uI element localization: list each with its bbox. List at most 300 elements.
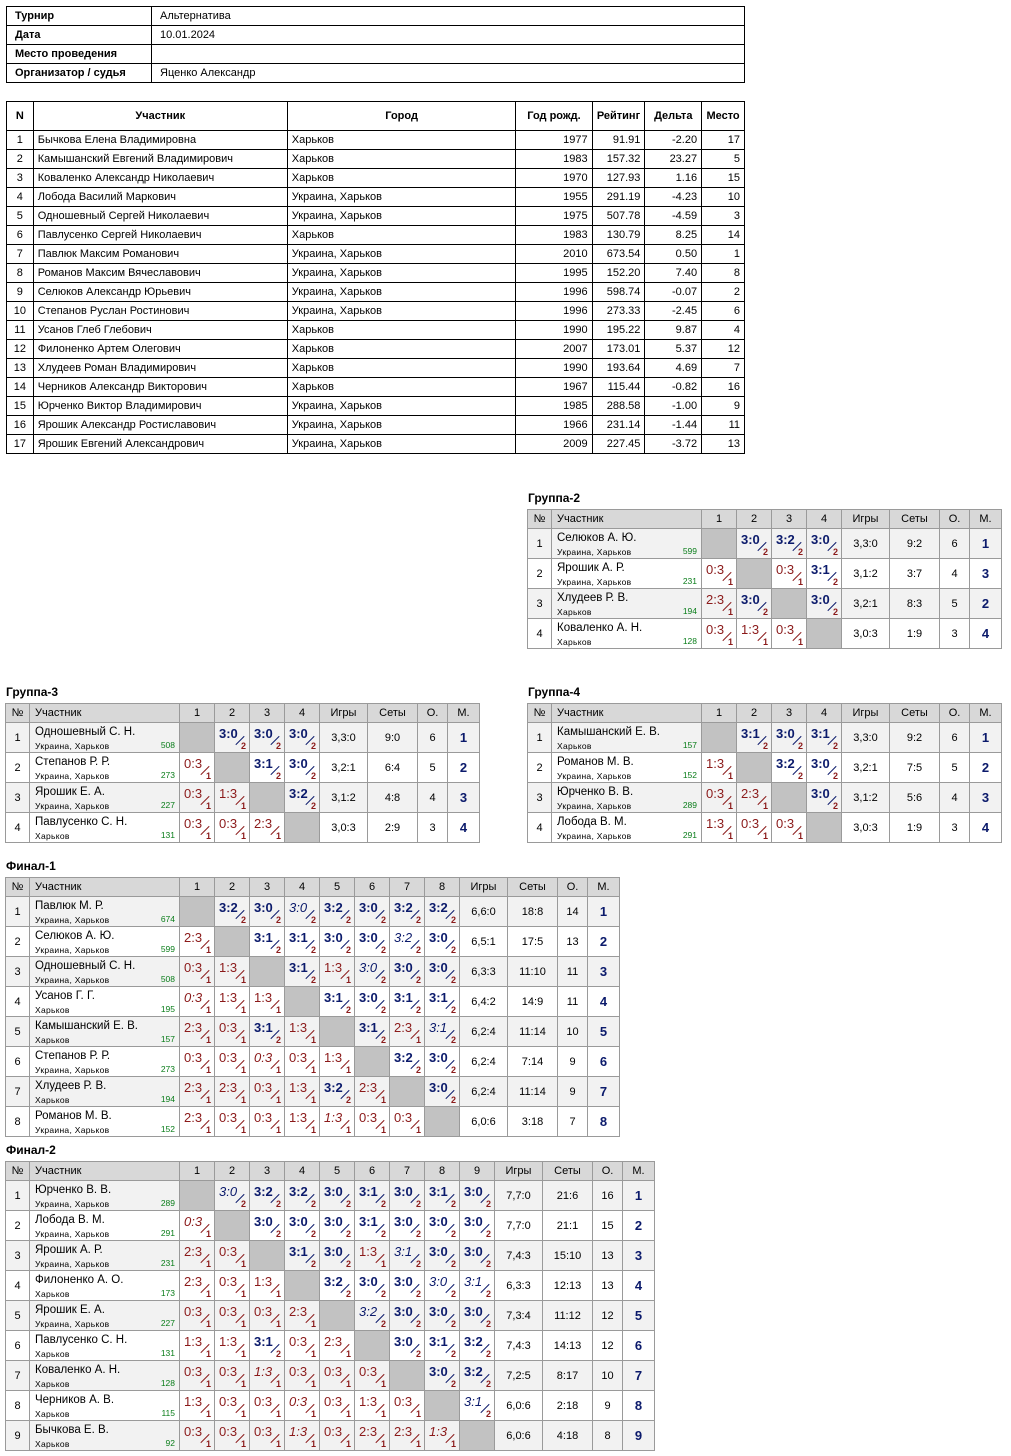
table-row xyxy=(6,1181,655,1211)
match-score-cell xyxy=(250,1017,285,1047)
row-number: 1 xyxy=(528,723,552,753)
match-score: 1:3 xyxy=(359,1394,378,1409)
match-score: 1:3 xyxy=(324,960,343,975)
table-cell: Хлудеев Роман Владимирович xyxy=(33,359,287,378)
table-cell: Коваленко Александр Николаевич xyxy=(33,169,287,188)
player-name: Камышанский Е. В. xyxy=(35,1020,138,1032)
match-score: 2:3 xyxy=(184,1080,203,1095)
table-row xyxy=(7,321,745,340)
points-total: 12 xyxy=(593,1301,623,1331)
match-score-cell xyxy=(285,1331,320,1361)
match-score: 3:0 xyxy=(429,1244,448,1259)
player-rating: 674 xyxy=(160,914,175,924)
match-score-cell xyxy=(320,1331,355,1361)
table-cell: 5.37 xyxy=(645,340,702,359)
match-score: 3:0 xyxy=(741,592,760,607)
games-total: 6,3:3 xyxy=(460,957,508,987)
games-total: 7,7:0 xyxy=(495,1211,543,1241)
points-total: 11 xyxy=(558,987,588,1017)
match-points: 1 xyxy=(345,1439,351,1449)
sets-total: 18:8 xyxy=(508,897,558,927)
match-score-cell xyxy=(460,1241,495,1271)
games-total: 3,1:2 xyxy=(842,559,890,589)
match-score: 3:2 xyxy=(464,1334,483,1349)
match-score-cell xyxy=(285,927,320,957)
match-points: 1 xyxy=(205,1439,211,1449)
games-total: 3,1:2 xyxy=(320,783,368,813)
match-score-cell xyxy=(355,1107,390,1137)
table-cell: 91.91 xyxy=(592,131,645,150)
sets-total: 9:2 xyxy=(890,529,940,559)
column-header: Город xyxy=(287,102,516,131)
games-total: 6,2:4 xyxy=(460,1017,508,1047)
match-score: 0:3 xyxy=(219,1304,238,1319)
match-score: 3:0 xyxy=(811,532,830,547)
table-cell: 2 xyxy=(702,283,745,302)
table-cell: Украина, Харьков xyxy=(287,283,516,302)
table-row xyxy=(6,927,620,957)
match-score-cell xyxy=(702,589,737,619)
table-cell: 9 xyxy=(702,397,745,416)
match-score: 3:2 xyxy=(324,900,343,915)
match-score: 0:3 xyxy=(324,1364,343,1379)
tournament-info-table xyxy=(6,6,745,83)
match-score: 2:3 xyxy=(184,1020,203,1035)
match-score-cell xyxy=(772,813,807,843)
match-score-cell xyxy=(250,1181,285,1211)
table-cell: 11 xyxy=(7,321,34,340)
group-table-f1 xyxy=(5,877,620,1137)
player-cell xyxy=(30,1211,180,1241)
match-points: 1 xyxy=(205,1005,211,1015)
table-row xyxy=(7,150,745,169)
column-header: 1 xyxy=(702,510,737,529)
points-total: 6 xyxy=(940,723,970,753)
column-header: Сеты xyxy=(368,704,418,723)
match-points: 1 xyxy=(205,975,211,985)
match-score-cell xyxy=(180,957,215,987)
match-score: 3:1 xyxy=(289,1244,308,1259)
player-name: Одношевный С. Н. xyxy=(35,726,136,738)
match-score: 0:3 xyxy=(219,816,238,831)
match-points: 2 xyxy=(485,1379,491,1389)
match-score-cell xyxy=(215,1017,250,1047)
match-score: 0:3 xyxy=(184,786,203,801)
sets-total: 14:9 xyxy=(508,987,558,1017)
group-title: Группа-2 xyxy=(528,491,581,505)
points-total: 4 xyxy=(940,783,970,813)
match-points: 1 xyxy=(205,1319,211,1329)
match-score-cell xyxy=(180,1107,215,1137)
match-score-cell xyxy=(390,1241,425,1271)
match-points: 2 xyxy=(450,1095,456,1105)
sets-total: 8:17 xyxy=(543,1361,593,1391)
match-score-cell xyxy=(320,1077,355,1107)
match-score: 2:3 xyxy=(706,592,725,607)
table-row xyxy=(6,1361,655,1391)
column-header: О. xyxy=(940,510,970,529)
games-total: 6,0:6 xyxy=(495,1391,543,1421)
points-total: 13 xyxy=(593,1241,623,1271)
match-score-cell xyxy=(355,1017,390,1047)
column-header: 6 xyxy=(355,1162,390,1181)
table-cell: Украина, Харьков xyxy=(287,264,516,283)
row-number: 8 xyxy=(6,1107,30,1137)
match-points: 2 xyxy=(275,771,281,781)
table-cell: 273.33 xyxy=(592,302,645,321)
final-place: 2 xyxy=(588,927,620,957)
match-score-cell xyxy=(180,1301,215,1331)
match-score-cell xyxy=(390,1047,425,1077)
table-row xyxy=(7,207,745,226)
match-score: 3:2 xyxy=(776,532,795,547)
match-score: 0:3 xyxy=(184,990,203,1005)
column-header: Сеты xyxy=(543,1162,593,1181)
match-score: 0:3 xyxy=(776,622,795,637)
points-total: 7 xyxy=(558,1107,588,1137)
match-points: 1 xyxy=(380,1125,386,1135)
match-score-cell xyxy=(180,783,215,813)
match-score: 1:3 xyxy=(324,1110,343,1125)
table-cell: 10 xyxy=(702,188,745,207)
match-score: 2:3 xyxy=(184,1274,203,1289)
row-number: 7 xyxy=(6,1077,30,1107)
player-city: Харьков xyxy=(557,637,592,647)
match-score: 3:0 xyxy=(429,960,448,975)
match-score-cell xyxy=(355,1301,390,1331)
player-cell xyxy=(552,529,702,559)
player-cell xyxy=(30,1391,180,1421)
match-points: 2 xyxy=(310,1259,316,1269)
sets-total: 7:5 xyxy=(890,753,940,783)
table-cell: Украина, Харьков xyxy=(287,435,516,454)
match-points: 2 xyxy=(415,1065,421,1075)
match-score: 0:3 xyxy=(219,1274,238,1289)
match-score-cell xyxy=(320,1181,355,1211)
player-city: Украина, Харьков xyxy=(35,945,110,955)
match-points: 1 xyxy=(275,831,281,841)
match-score-cell xyxy=(250,1107,285,1137)
match-points: 1 xyxy=(240,1035,246,1045)
row-number: 2 xyxy=(6,1211,30,1241)
match-points: 1 xyxy=(345,1379,351,1389)
table-cell: -4.23 xyxy=(645,188,702,207)
table-cell: 1996 xyxy=(516,302,592,321)
table-cell: -4.59 xyxy=(645,207,702,226)
match-score-cell xyxy=(215,783,250,813)
match-score-cell xyxy=(772,529,807,559)
table-row xyxy=(7,340,745,359)
match-points: 1 xyxy=(345,1349,351,1359)
match-points: 1 xyxy=(762,831,768,841)
table-cell: 13 xyxy=(702,435,745,454)
match-points: 1 xyxy=(240,1319,246,1329)
match-points: 2 xyxy=(310,1229,316,1239)
match-score-cell xyxy=(425,1047,460,1077)
table-cell: Ярошик Евгений Александрович xyxy=(33,435,287,454)
match-score: 0:3 xyxy=(254,1050,273,1065)
games-total: 6,4:2 xyxy=(460,987,508,1017)
match-points: 1 xyxy=(205,1065,211,1075)
info-key: Дата xyxy=(7,26,152,45)
table-cell: 12 xyxy=(7,340,34,359)
player-name: Хлудеев Р. В. xyxy=(35,1080,107,1092)
group-header-row xyxy=(6,1162,655,1181)
match-points: 1 xyxy=(240,801,246,811)
match-score-cell xyxy=(390,927,425,957)
diagonal-cell xyxy=(737,753,772,783)
player-city: Украина, Харьков xyxy=(35,741,110,751)
column-header: № xyxy=(6,1162,30,1181)
match-score: 3:0 xyxy=(811,756,830,771)
match-score-cell xyxy=(250,1391,285,1421)
table-cell: 14 xyxy=(702,226,745,245)
player-rating: 131 xyxy=(160,1348,175,1358)
match-points: 1 xyxy=(450,1439,456,1449)
info-value: Яценко Александр xyxy=(152,64,745,83)
match-score-cell xyxy=(320,1391,355,1421)
table-row xyxy=(6,1421,655,1451)
player-city: Харьков xyxy=(557,741,592,751)
table-cell: -3.72 xyxy=(645,435,702,454)
match-score: 0:3 xyxy=(706,562,725,577)
match-points: 1 xyxy=(240,1259,246,1269)
match-points: 2 xyxy=(450,1349,456,1359)
match-points: 2 xyxy=(275,1229,281,1239)
column-header: Сеты xyxy=(508,878,558,897)
match-score-cell xyxy=(737,619,772,649)
match-score: 3:1 xyxy=(359,1184,378,1199)
match-score: 3:0 xyxy=(289,756,308,771)
match-score: 3:0 xyxy=(359,1274,378,1289)
row-number: 8 xyxy=(6,1391,30,1421)
diagonal-cell xyxy=(737,559,772,589)
row-number: 3 xyxy=(528,589,552,619)
player-city: Харьков xyxy=(35,1095,70,1105)
match-score-cell xyxy=(807,559,842,589)
final-place: 4 xyxy=(448,813,480,843)
column-header: N xyxy=(7,102,34,131)
match-score: 3:0 xyxy=(289,1214,308,1229)
table-cell: 7 xyxy=(7,245,34,264)
match-score: 2:3 xyxy=(184,1244,203,1259)
match-score-cell xyxy=(180,1241,215,1271)
match-score-cell xyxy=(215,957,250,987)
column-header: Сеты xyxy=(890,704,940,723)
sets-total: 3:7 xyxy=(890,559,940,589)
match-score-cell xyxy=(390,1301,425,1331)
player-city: Харьков xyxy=(35,1409,70,1419)
table-cell: Украина, Харьков xyxy=(287,245,516,264)
match-score-cell xyxy=(425,1361,460,1391)
match-score: 1:3 xyxy=(219,990,238,1005)
match-score-cell xyxy=(285,1301,320,1331)
column-header: 5 xyxy=(320,878,355,897)
table-row xyxy=(528,619,1002,649)
match-score: 3:1 xyxy=(289,930,308,945)
player-rating: 152 xyxy=(160,1124,175,1134)
column-header: 5 xyxy=(320,1162,355,1181)
match-points: 2 xyxy=(415,945,421,955)
player-cell xyxy=(552,753,702,783)
player-cell xyxy=(30,1077,180,1107)
table-row xyxy=(6,987,620,1017)
points-total: 10 xyxy=(558,1017,588,1047)
match-score-cell xyxy=(215,1077,250,1107)
column-header: М. xyxy=(623,1162,655,1181)
match-score-cell xyxy=(460,1331,495,1361)
column-header: Сеты xyxy=(890,510,940,529)
table-cell: -0.07 xyxy=(645,283,702,302)
player-city: Украина, Харьков xyxy=(35,1125,110,1135)
match-points: 2 xyxy=(380,1005,386,1015)
table-row xyxy=(7,283,745,302)
table-cell: Степанов Руслан Ростинович xyxy=(33,302,287,321)
diagonal-cell xyxy=(320,1017,355,1047)
match-score-cell xyxy=(425,927,460,957)
match-points: 2 xyxy=(345,915,351,925)
match-score: 3:2 xyxy=(289,1184,308,1199)
match-points: 2 xyxy=(275,741,281,751)
games-total: 3,2:1 xyxy=(842,753,890,783)
row-number: 4 xyxy=(528,813,552,843)
group-title: Группа-4 xyxy=(528,685,581,699)
info-key: Место проведения xyxy=(7,45,152,64)
match-points: 2 xyxy=(345,1289,351,1299)
group-header-row xyxy=(528,704,1002,723)
points-total: 4 xyxy=(940,559,970,589)
match-score: 3:0 xyxy=(429,1050,448,1065)
diagonal-cell xyxy=(180,897,215,927)
row-number: 3 xyxy=(6,1241,30,1271)
sets-total: 21:1 xyxy=(543,1211,593,1241)
player-cell xyxy=(30,1421,180,1451)
match-score: 0:3 xyxy=(324,1424,343,1439)
match-points: 1 xyxy=(275,1065,281,1075)
match-points: 1 xyxy=(240,1409,246,1419)
match-points: 2 xyxy=(380,1199,386,1209)
match-score-cell xyxy=(390,1391,425,1421)
match-points: 1 xyxy=(727,771,733,781)
match-score-cell xyxy=(285,957,320,987)
match-score: 3:0 xyxy=(741,532,760,547)
match-score: 1:3 xyxy=(429,1424,448,1439)
match-points: 1 xyxy=(205,1379,211,1389)
table-cell: Павлюк Максим Романович xyxy=(33,245,287,264)
column-header: Участник xyxy=(552,510,702,529)
sets-total: 5:6 xyxy=(890,783,940,813)
match-score-cell xyxy=(807,589,842,619)
match-points: 1 xyxy=(310,1349,316,1359)
table-cell: 12 xyxy=(702,340,745,359)
sets-total: 14:13 xyxy=(543,1331,593,1361)
table-row xyxy=(528,813,1002,843)
row-number: 9 xyxy=(6,1421,30,1451)
match-score: 1:3 xyxy=(324,1050,343,1065)
games-total: 3,2:1 xyxy=(842,589,890,619)
player-name: Степанов Р. Р. xyxy=(35,1050,111,1062)
table-cell: Харьков xyxy=(287,340,516,359)
match-score-cell xyxy=(355,1271,390,1301)
match-score-cell xyxy=(180,1017,215,1047)
player-city: Харьков xyxy=(35,1289,70,1299)
points-total: 3 xyxy=(418,813,448,843)
row-number: 1 xyxy=(528,529,552,559)
table-cell: Бычкова Елена Владимировна xyxy=(33,131,287,150)
match-points: 2 xyxy=(240,915,246,925)
match-points: 2 xyxy=(450,975,456,985)
match-score-cell xyxy=(285,723,320,753)
match-score: 1:3 xyxy=(706,756,725,771)
games-total: 7,2:5 xyxy=(495,1361,543,1391)
match-score: 3:0 xyxy=(254,900,273,915)
match-score: 1:3 xyxy=(289,1020,308,1035)
match-score-cell xyxy=(180,1421,215,1451)
match-points: 1 xyxy=(380,1095,386,1105)
match-points: 1 xyxy=(205,1289,211,1299)
match-score-cell xyxy=(285,1017,320,1047)
diagonal-cell xyxy=(355,1331,390,1361)
group-title: Финал-1 xyxy=(6,859,56,873)
table-cell: 10 xyxy=(7,302,34,321)
row-number: 1 xyxy=(6,723,30,753)
diagonal-cell xyxy=(390,1077,425,1107)
player-city: Украина, Харьков xyxy=(35,801,110,811)
match-score: 3:0 xyxy=(254,726,273,741)
match-points: 2 xyxy=(832,801,838,811)
sets-total: 2:18 xyxy=(543,1391,593,1421)
match-score-cell xyxy=(215,1271,250,1301)
final-place: 7 xyxy=(623,1361,655,1391)
row-number: 6 xyxy=(6,1331,30,1361)
match-score-cell xyxy=(320,1107,355,1137)
player-cell xyxy=(30,1047,180,1077)
match-score-cell xyxy=(355,1361,390,1391)
match-points: 1 xyxy=(275,1005,281,1015)
match-score: 3:1 xyxy=(394,1244,413,1259)
final-place: 6 xyxy=(623,1331,655,1361)
match-points: 2 xyxy=(797,741,803,751)
column-header: 3 xyxy=(772,704,807,723)
match-score-cell xyxy=(180,1391,215,1421)
match-score: 0:3 xyxy=(289,1334,308,1349)
column-header: О. xyxy=(593,1162,623,1181)
match-points: 2 xyxy=(275,945,281,955)
table-cell: 1.16 xyxy=(645,169,702,188)
match-score: 3:0 xyxy=(811,786,830,801)
match-score: 3:0 xyxy=(464,1214,483,1229)
player-rating: 227 xyxy=(160,800,175,810)
match-score-cell xyxy=(772,559,807,589)
match-score-cell xyxy=(180,1361,215,1391)
final-place: 1 xyxy=(970,529,1002,559)
match-score: 3:1 xyxy=(741,726,760,741)
player-name: Филоненко А. О. xyxy=(35,1274,124,1286)
games-total: 6,6:0 xyxy=(460,897,508,927)
table-cell: Черников Александр Викторович xyxy=(33,378,287,397)
match-score-cell xyxy=(320,1271,355,1301)
player-rating: 194 xyxy=(682,606,697,616)
player-cell xyxy=(30,1271,180,1301)
match-points: 2 xyxy=(345,1199,351,1209)
player-rating: 508 xyxy=(160,974,175,984)
column-header: Игры xyxy=(842,704,890,723)
table-cell: 1983 xyxy=(516,226,592,245)
column-header: Игры xyxy=(460,878,508,897)
match-score-cell xyxy=(425,987,460,1017)
table-row xyxy=(7,131,745,150)
sets-total: 6:4 xyxy=(368,753,418,783)
